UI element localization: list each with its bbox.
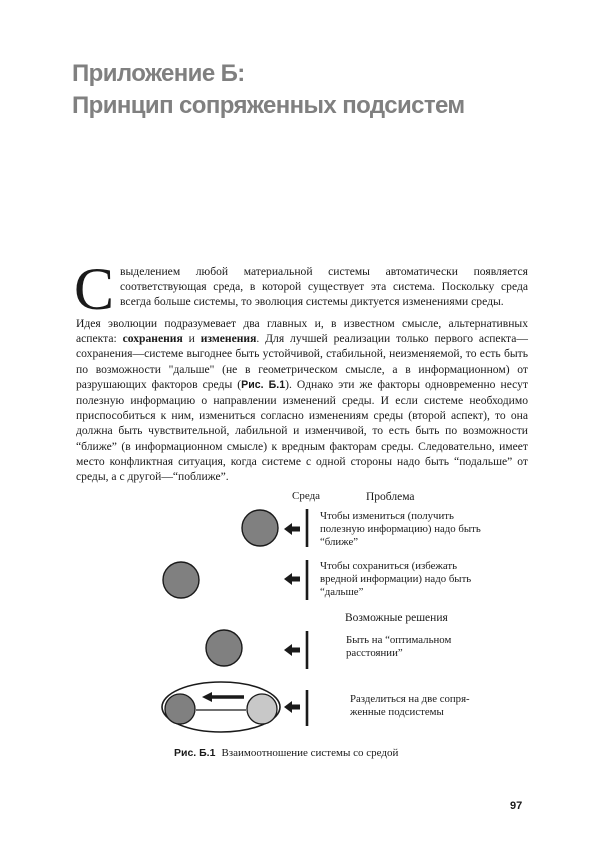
- system-circle: [163, 562, 199, 598]
- subsystem-light: [247, 694, 277, 724]
- left-arrow-icon: [284, 644, 300, 656]
- subsystem-dark: [165, 694, 195, 724]
- figure-caption: [174, 747, 398, 759]
- note-split: Разделиться на две сопря-женные подсистемы: [350, 693, 470, 719]
- note-optimal: Быть на “оптимальном расстоянии”: [346, 634, 452, 660]
- left-arrow-icon: [284, 573, 300, 585]
- term-change: изменения: [200, 332, 257, 346]
- left-arrow-icon: [284, 701, 300, 713]
- appendix-subtitle: Принцип сопряженных подсистем: [72, 92, 465, 119]
- intro-text: выделением любой материальной системы автоматически появляется соответствующая среда, в которой существует эта система. Поскольку среда всегда больше системы, то эволюция системы диктуется изменениями среды.: [120, 265, 528, 309]
- solutions-label: Возможные решения: [345, 612, 448, 624]
- problem-label: Проблема: [366, 491, 415, 503]
- para-part-4: ). Однако эти же факторы одновременно несут полезную информацию о направлении изменений среды. И если системе необходимо приспособиться к ним, измениться согласно изменениям среды (второй аспект), то она должна быть чувствительной, лабильной и изменчивой, то есть быть по возможности “ближе” (в информационном смысле) к вредным факторам среды. Следовательно, имеет место конфликтная ситуация, когда системе с одной стороны надо быть “подальше” от среды, а с другой—“поближе”.: [76, 377, 529, 484]
- caption-text: Взаимоотношение системы со средой: [221, 747, 399, 759]
- term-preservation: сохранения: [122, 332, 183, 346]
- system-circle: [206, 630, 242, 666]
- para-part-2: и: [182, 332, 201, 346]
- note-change: Чтобы измениться (получить полезную информацию) надо быть “ближе”: [320, 510, 481, 549]
- page-number: 97: [510, 800, 523, 812]
- environment-label: Среда: [292, 490, 321, 502]
- caption-label: Рис. Б.1: [174, 747, 216, 759]
- para-part-1: Идея эволюции подразумевает два главных и, в известном смысле, альтернативных аспекта:: [76, 317, 528, 346]
- para-part-3: . Для лучшей реализации только первого аспекта—сохранения—системе выгоднее быть устойчивой, стабильной, неизменяемой, то есть быть по возможности "дальше" (не в геометрическом смысле, а в информационном) от разрушающих факторов среды (: [76, 332, 528, 391]
- system-circle: [242, 510, 278, 546]
- left-arrow-icon: [284, 523, 300, 535]
- drop-cap: С: [74, 256, 115, 322]
- figure-reference: Рис. Б.1: [241, 378, 286, 391]
- appendix-title: Приложение Б:: [72, 60, 245, 87]
- note-preserve: Чтобы сохраниться (избежать вредной информации) надо быть “дальше”: [320, 560, 472, 599]
